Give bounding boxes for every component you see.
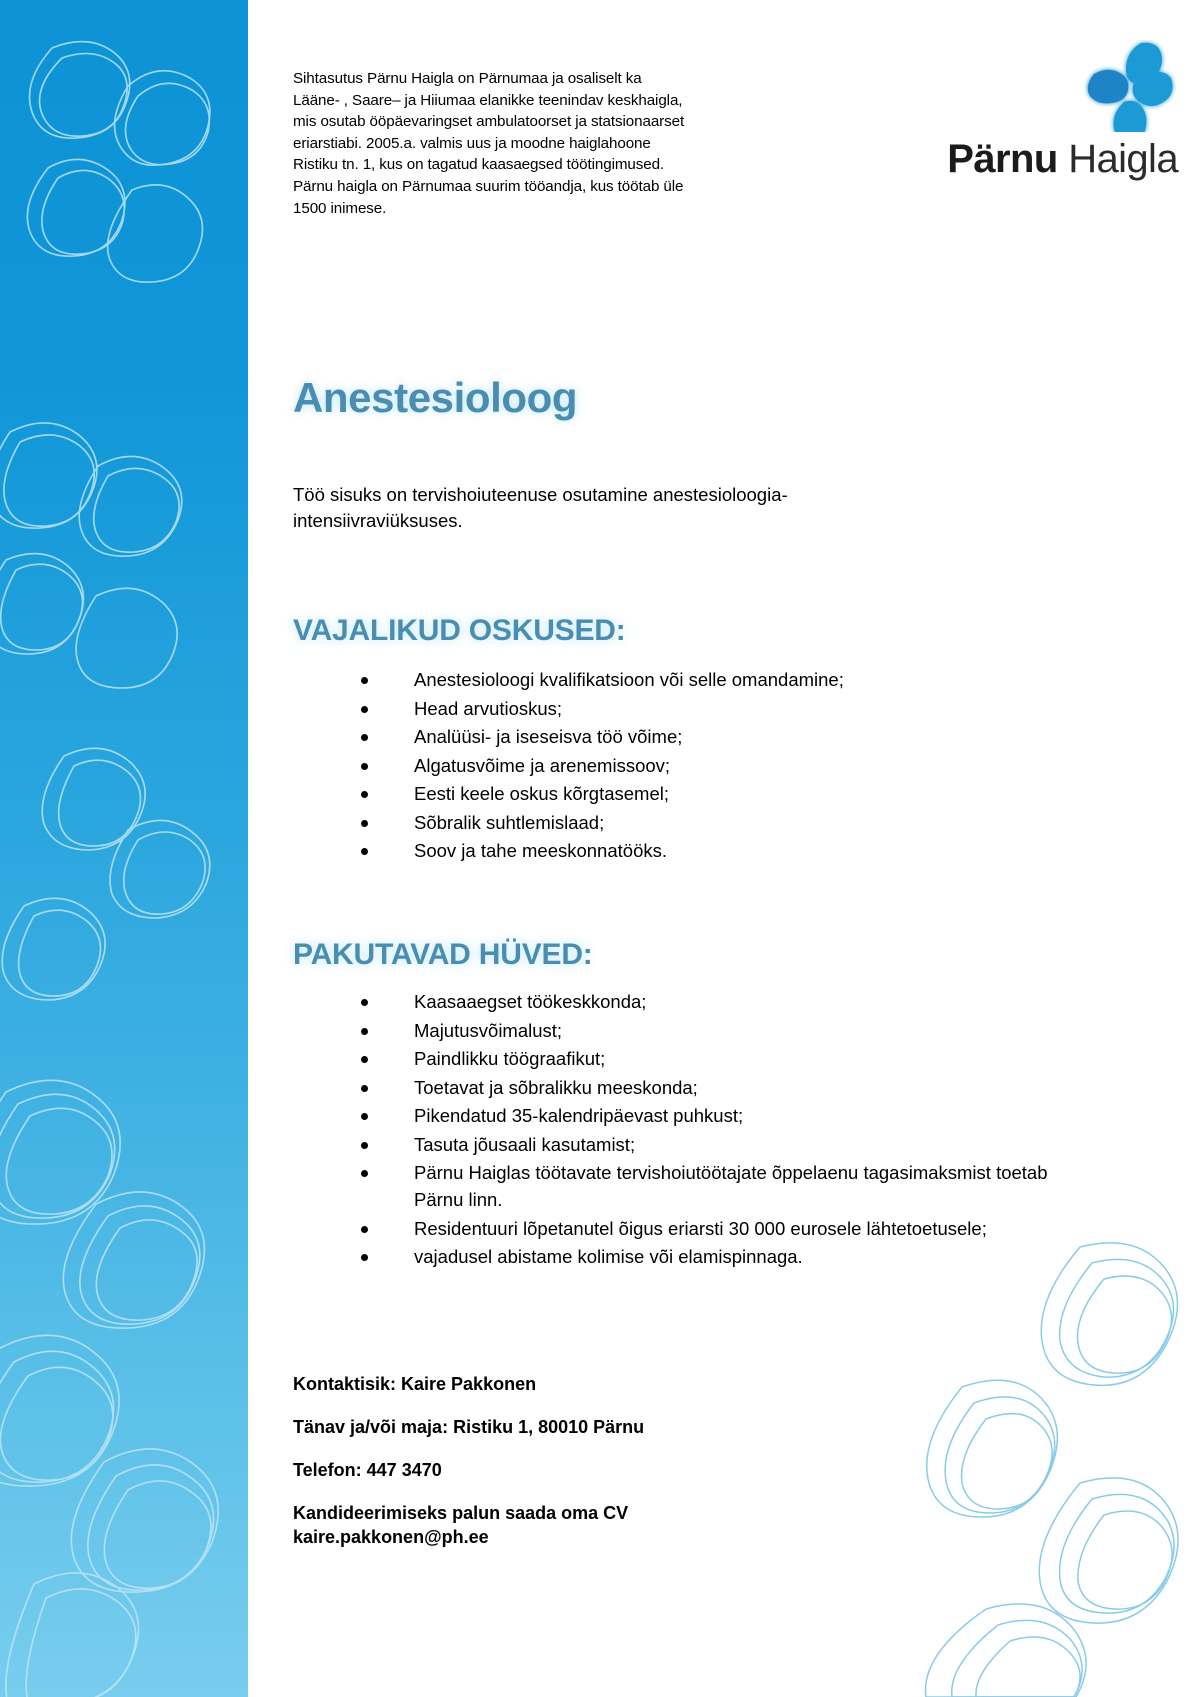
required-skill-item-text: Eesti keele oskus kõrgtasemel; [414, 783, 670, 804]
bullet-dot-icon [361, 1142, 368, 1149]
required-skill-item-text: Soov ja tahe meeskonnatööks. [414, 840, 667, 861]
parnu-haigla-logo [882, 40, 1182, 180]
contact-apply-instructions [293, 1501, 893, 1549]
bullet-dot-icon [361, 1254, 368, 1261]
contact-address: Tänav ja/või maja: Ristiku 1, 80010 Pärnu [293, 1417, 645, 1437]
apply-instruction-line: Kandideerimiseks palun saada oma CV [293, 1503, 629, 1523]
required-skill-item [356, 837, 1056, 864]
job-summary: Töö sisuks on tervishoiuteenuse osutamine anestesioloogia-intensiivraviüksuses. [293, 484, 788, 531]
required-skill-item-text: Anestesioloogi kvalifikatsioon või selle omandamine; [414, 669, 844, 690]
offered-benefit-item-text: vajadusel abistame kolimise või elamispinnaga. [414, 1246, 803, 1267]
contact-phone: Telefon: 447 3470 [293, 1460, 442, 1480]
bullet-dot-icon [361, 677, 368, 684]
job-title: Anestesioloog [293, 374, 578, 421]
required-skills-list [356, 666, 1056, 866]
section-heading-required-skills: VAJALIKUD OSKUSED: [293, 614, 626, 647]
bullet-dot-icon [361, 734, 368, 741]
bullet-dot-icon [361, 999, 368, 1006]
bullet-dot-icon [361, 1028, 368, 1035]
pinwheel-logo-icon [1084, 40, 1176, 132]
offered-benefit-item [356, 988, 1056, 1015]
required-skill-item-text: Head arvutioskus; [414, 697, 563, 719]
bullet-dot-icon [361, 848, 368, 855]
contact-person: Kontaktisik: Kaire Pakkonen [293, 1374, 537, 1394]
required-skill-item [356, 780, 1056, 807]
bullet-dot-icon [361, 1085, 368, 1092]
bullet-dot-icon [361, 1056, 368, 1063]
offered-benefit-item-text: Tasuta jõusaali kasutamist; [414, 1133, 636, 1155]
bullet-dot-icon [361, 1226, 368, 1233]
offered-benefit-item-text: Toetavat ja sõbralikku meeskonda; [414, 1076, 698, 1098]
required-skill-item-text: Sõbralik suhtlemislaad; [414, 811, 605, 833]
offered-benefit-item [356, 1045, 1056, 1072]
required-skill-item [356, 666, 1056, 693]
contact-block [293, 1372, 893, 1549]
logo-word-parnu: Pärnu [947, 137, 1058, 181]
section-heading-offered-benefits: PAKUTAVAD HÜVED: [293, 938, 593, 971]
offered-benefit-item [356, 1159, 1056, 1213]
required-skill-item-text: Algatusvõime ja arenemissoov; [414, 754, 671, 776]
sidebar-pinwheel-outline-pattern [0, 0, 248, 1697]
required-skill-item-text: Analüüsi- ja iseseisva töö võime; [414, 726, 683, 747]
logo-word-haigla: Haigla [1068, 137, 1178, 181]
logo-wordmark [947, 136, 1178, 182]
offered-benefit-item [356, 1215, 1056, 1242]
offered-benefit-item [356, 1017, 1056, 1044]
bullet-dot-icon [361, 763, 368, 770]
offered-benefit-item-text: Majutusvõimalust; [414, 1019, 563, 1041]
required-skill-item [356, 723, 1056, 750]
bullet-dot-icon [361, 1170, 368, 1177]
bullet-dot-icon [361, 706, 368, 713]
required-skill-item [356, 809, 1056, 836]
offered-benefit-item-text: Residentuuri lõpetanutel õigus eriarsti 30 000 eurosele lähtetoetusele; [414, 1217, 987, 1239]
offered-benefit-item-text: Pikendatud 35-kalendripäevast puhkust; [414, 1105, 744, 1126]
offered-benefit-item-text: Pärnu Haiglas töötavate tervishoiutöötajate õppelaenu tagasimaksmist toetab Pärnu linn. [414, 1162, 1048, 1210]
bullet-dot-icon [361, 820, 368, 827]
hospital-intro-paragraph: Sihtasutus Pärnu Haigla on Pärnumaa ja osaliselt ka Lääne- , Saare– ja Hiiumaa elanikke teenindav keskhaigla, mis osutab ööpäevaringset ambulatoorset ja statsionaarset eriarstiabi. 2005.a. valmis uus ja moodne haiglahoone Ristiku tn. 1, kus on tagatud kaasaegsed töötingimused. Pärnu haigla on Pärnumaa suurim tööandja, kus töötab üle 1500 inimese. [293, 70, 685, 217]
content-column [248, 0, 1200, 1697]
required-skill-item [356, 695, 1056, 722]
bullet-dot-icon [361, 1113, 368, 1120]
required-skill-item [356, 752, 1056, 779]
offered-benefit-item [356, 1131, 1056, 1158]
offered-benefits-list [356, 988, 1056, 1272]
contact-email[interactable]: kaire.pakkonen@ph.ee [293, 1527, 489, 1547]
offered-benefit-item-text: Kaasaaegset töökeskkonda; [414, 991, 647, 1012]
offered-benefit-item [356, 1102, 1056, 1129]
decorative-sidebar [0, 0, 248, 1697]
offered-benefit-item-text: Paindlikku töögraafikut; [414, 1048, 606, 1069]
offered-benefit-item [356, 1074, 1056, 1101]
bullet-dot-icon [361, 791, 368, 798]
offered-benefit-item [356, 1243, 1056, 1270]
